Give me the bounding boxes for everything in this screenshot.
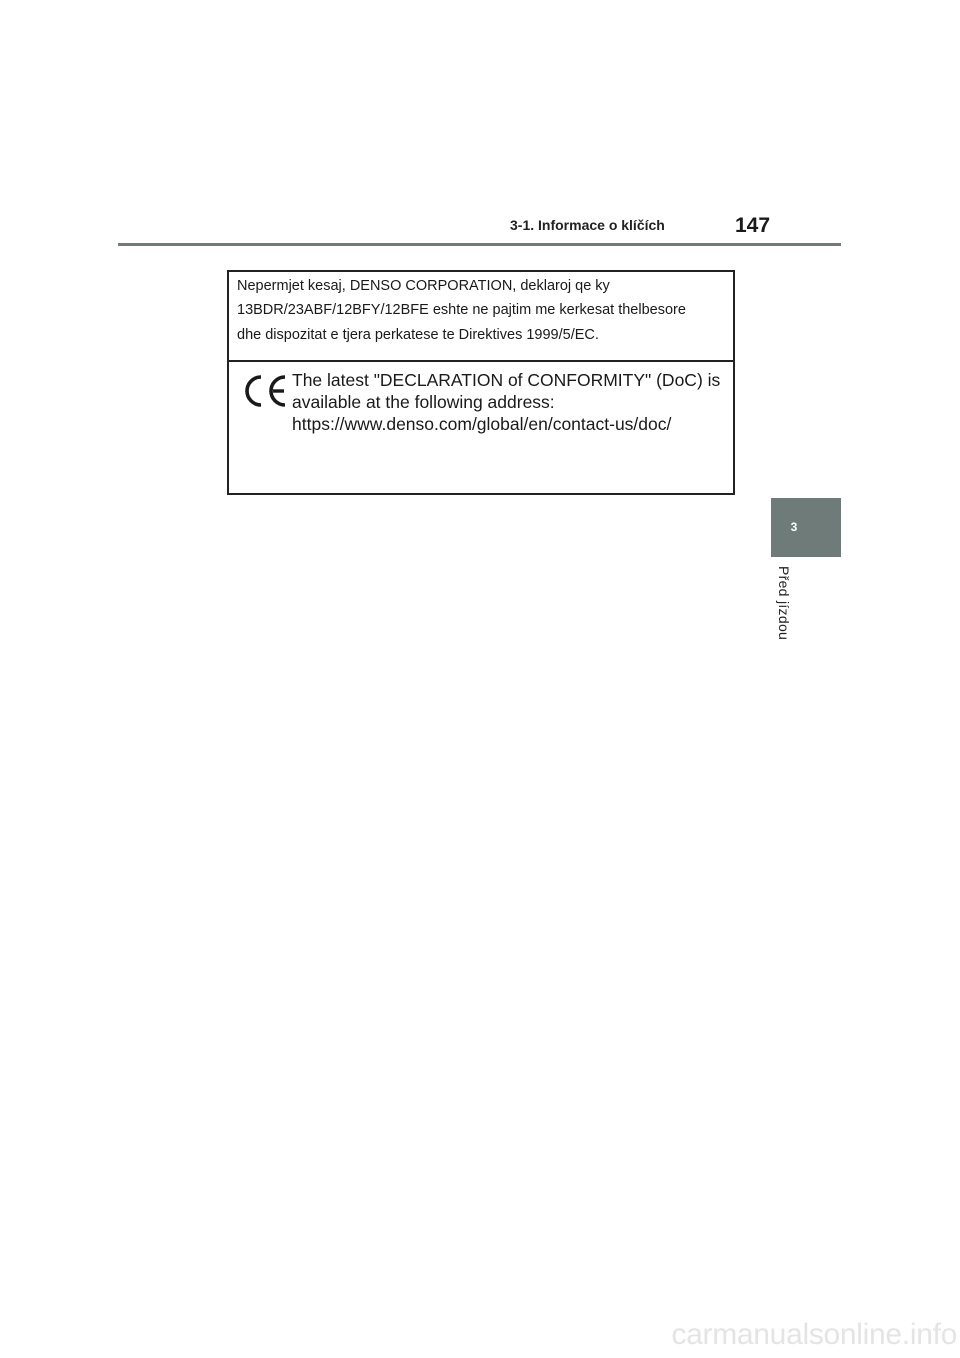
- conformity-url[interactable]: https://www.denso.com/global/en/contact-us/doc/: [292, 414, 672, 434]
- declaration-box: [227, 270, 735, 495]
- declaration-line-1: Nepermjet kesaj, DENSO CORPORATION, deklaroj qe ky: [237, 278, 610, 294]
- chapter-number: 3: [790, 520, 798, 534]
- conformity-line-1: The latest "DECLARATION of CONFORMITY" (DoC) is: [292, 370, 721, 390]
- declaration-line-2: 13BDR/23ABF/12BFY/12BFE eshte ne pajtim me kerkesat thelbesore: [237, 302, 686, 318]
- watermark: carmanualsonline.info: [671, 1318, 957, 1351]
- page-number: 147: [735, 214, 771, 237]
- declaration-text-panel: [229, 272, 733, 362]
- chapter-label: Před jízdou: [776, 566, 792, 641]
- declaration-line-3: dhe dispozitat e tjera perkatese te Direktives 1999/5/EC.: [237, 327, 599, 343]
- chapter-tab[interactable]: [771, 498, 841, 557]
- header-divider: [118, 243, 841, 246]
- ce-mark-icon: [242, 373, 288, 409]
- section-title: 3-1. Informace o klíčích: [510, 217, 665, 233]
- conformity-line-2: available at the following address:: [292, 392, 555, 412]
